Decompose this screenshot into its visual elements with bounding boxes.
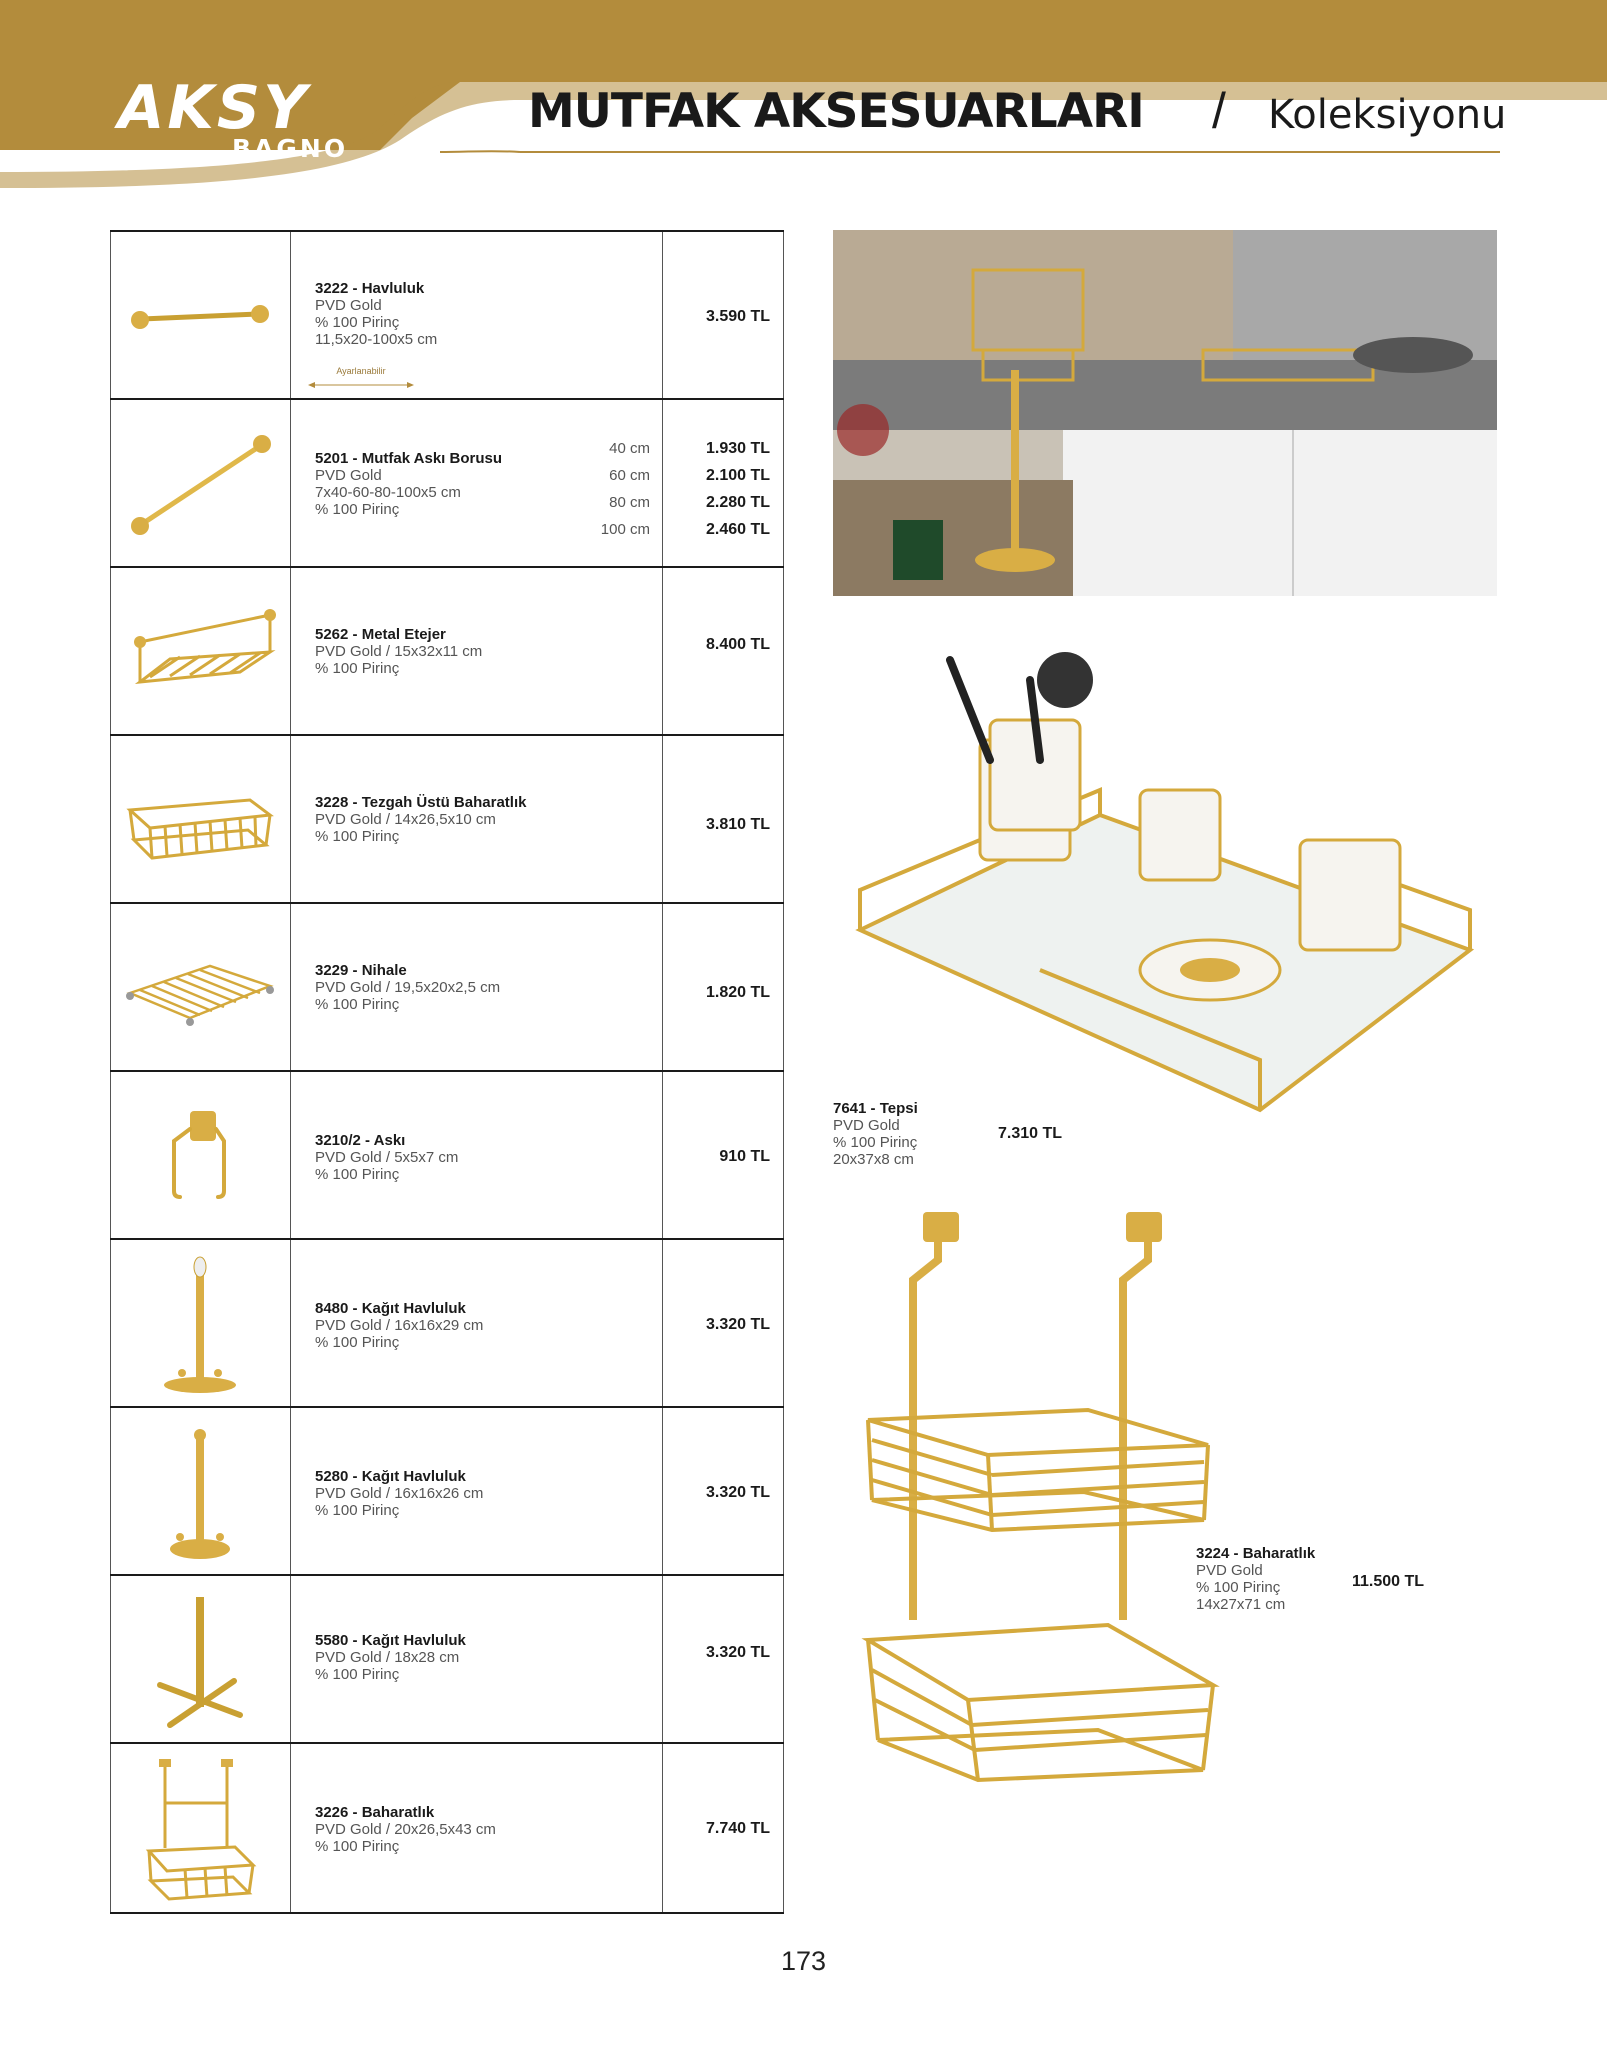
paper-holder-stand-icon xyxy=(110,1576,290,1744)
featured-material: % 100 Pirinç xyxy=(1196,1579,1281,1596)
product-info xyxy=(315,626,482,677)
brand-logo: AKSY xyxy=(118,73,310,143)
table-row xyxy=(110,734,784,904)
featured-name: 3224 - Baharatlık xyxy=(1196,1545,1316,1562)
product-finish: PVD Gold xyxy=(315,467,382,484)
title-separator: / xyxy=(1212,83,1226,139)
page-header xyxy=(0,0,1607,200)
product-finish: PVD Gold / 19,5x20x2,5 cm xyxy=(315,979,501,996)
rail-icon xyxy=(110,400,290,568)
trivet-icon xyxy=(110,904,290,1072)
featured-finish: PVD Gold xyxy=(1196,1562,1263,1579)
product-price: 3.320 TL xyxy=(705,1316,770,1333)
product-finish: PVD Gold / 16x16x29 cm xyxy=(315,1317,484,1334)
table-row xyxy=(110,398,784,568)
product-name: 3229 - Nihale xyxy=(315,962,407,979)
product-material: % 100 Pirinç xyxy=(315,828,400,845)
product-price: 2.280 TL xyxy=(705,494,770,511)
product-finish: PVD Gold / 18x28 cm xyxy=(315,1649,460,1666)
adjustable-note: Ayarlanabilir xyxy=(336,366,386,376)
product-material: % 100 Pirinç xyxy=(315,1666,400,1683)
product-info xyxy=(315,450,502,518)
size-option: 60 cm xyxy=(609,467,650,484)
product-info xyxy=(315,1468,483,1519)
product-material: % 100 Pirinç xyxy=(315,314,400,331)
product-finish: PVD Gold / 16x16x26 cm xyxy=(315,1485,484,1502)
product-material: % 100 Pirinç xyxy=(315,1838,400,1855)
product-name: 3228 - Tezgah Üstü Baharatlık xyxy=(315,794,527,811)
product-info xyxy=(315,1804,496,1855)
kitchen-photo xyxy=(833,230,1497,596)
product-price: 7.740 TL xyxy=(705,1820,770,1837)
featured-price: 7.310 TL xyxy=(998,1125,1063,1142)
product-material: % 100 Pirinç xyxy=(315,1502,400,1519)
featured-finish: PVD Gold xyxy=(833,1117,900,1134)
product-name: 5262 - Metal Etejer xyxy=(315,626,446,643)
product-material: % 100 Pirinç xyxy=(315,501,400,518)
product-info xyxy=(315,794,526,845)
table-row xyxy=(110,902,784,1072)
product-price: 3.590 TL xyxy=(705,308,770,325)
product-info xyxy=(315,962,500,1013)
product-finish: PVD Gold / 20x26,5x43 cm xyxy=(315,1821,496,1838)
product-price: 3.320 TL xyxy=(705,1484,770,1501)
product-price: 1.930 TL xyxy=(705,440,770,457)
product-price: 1.820 TL xyxy=(705,984,770,1001)
product-info xyxy=(315,280,437,348)
product-dimensions: 7x40-60-80-100x5 cm xyxy=(315,484,461,501)
featured-info xyxy=(1196,1545,1315,1613)
table-row xyxy=(110,1742,784,1914)
table-row xyxy=(110,566,784,736)
size-option: 80 cm xyxy=(609,494,650,511)
product-price: 910 TL xyxy=(719,1148,770,1165)
table-row xyxy=(110,1070,784,1240)
product-material: % 100 Pirinç xyxy=(315,1334,400,1351)
size-option: 100 cm xyxy=(600,521,650,538)
product-info xyxy=(315,1632,466,1683)
product-name: 3226 - Baharatlık xyxy=(315,1804,435,1821)
product-name: 5201 - Mutfak Askı Borusu xyxy=(315,450,502,467)
adjustable-arrow-icon xyxy=(308,380,414,390)
product-finish: PVD Gold xyxy=(315,297,382,314)
product-material: % 100 Pirinç xyxy=(315,660,400,677)
product-name: 8480 - Kağıt Havluluk xyxy=(315,1300,466,1317)
product-price: 3.810 TL xyxy=(705,816,770,833)
product-material: % 100 Pirinç xyxy=(315,1166,400,1183)
product-info xyxy=(315,1300,483,1351)
hook-icon xyxy=(110,1072,290,1240)
product-name: 5280 - Kağıt Havluluk xyxy=(315,1468,466,1485)
product-price: 8.400 TL xyxy=(705,636,770,653)
product-name: 3222 - Havluluk xyxy=(315,280,425,297)
paper-holder-icon xyxy=(110,1408,290,1576)
product-price: 2.460 TL xyxy=(705,521,770,538)
featured-material: % 100 Pirinç xyxy=(833,1134,918,1151)
table-row xyxy=(110,230,784,400)
product-name: 5580 - Kağıt Havluluk xyxy=(315,1632,466,1649)
product-finish: PVD Gold / 5x5x7 cm xyxy=(315,1149,459,1166)
tray-icon xyxy=(840,640,1480,1170)
featured-info xyxy=(833,1100,918,1168)
featured-dimensions: 14x27x71 cm xyxy=(1196,1596,1286,1613)
product-info xyxy=(315,1132,458,1183)
product-price: 2.100 TL xyxy=(705,467,770,484)
size-option: 40 cm xyxy=(609,440,650,457)
product-finish: PVD Gold / 15x32x11 cm xyxy=(315,643,483,660)
product-price: 3.320 TL xyxy=(705,1644,770,1661)
page-title: MUTFAK AKSESUARLARI xyxy=(528,84,1144,139)
product-table xyxy=(110,230,784,1912)
towel-bar-icon xyxy=(110,232,290,400)
paper-holder-icon xyxy=(110,1240,290,1408)
product-dimensions: 11,5x20-100x5 cm xyxy=(315,331,438,348)
table-row xyxy=(110,1406,784,1576)
page-subtitle: Koleksiyonu xyxy=(1268,92,1507,138)
page-number: 173 xyxy=(780,1946,827,1976)
brand-sub-logo: BAGNO xyxy=(232,134,349,163)
product-material: % 100 Pirinç xyxy=(315,996,400,1013)
featured-price: 11.500 TL xyxy=(1352,1573,1425,1590)
product-name: 3210/2 - Askı xyxy=(315,1132,406,1149)
shelf-icon xyxy=(110,568,290,736)
featured-name: 7641 - Tepsi xyxy=(833,1100,918,1117)
featured-dimensions: 20x37x8 cm xyxy=(833,1151,914,1168)
basket-icon xyxy=(110,736,290,904)
table-row xyxy=(110,1574,784,1744)
product-finish: PVD Gold / 14x26,5x10 cm xyxy=(315,811,496,828)
double-basket-icon xyxy=(858,1200,1228,1790)
hanging-basket-icon xyxy=(110,1744,290,1912)
table-row xyxy=(110,1238,784,1408)
